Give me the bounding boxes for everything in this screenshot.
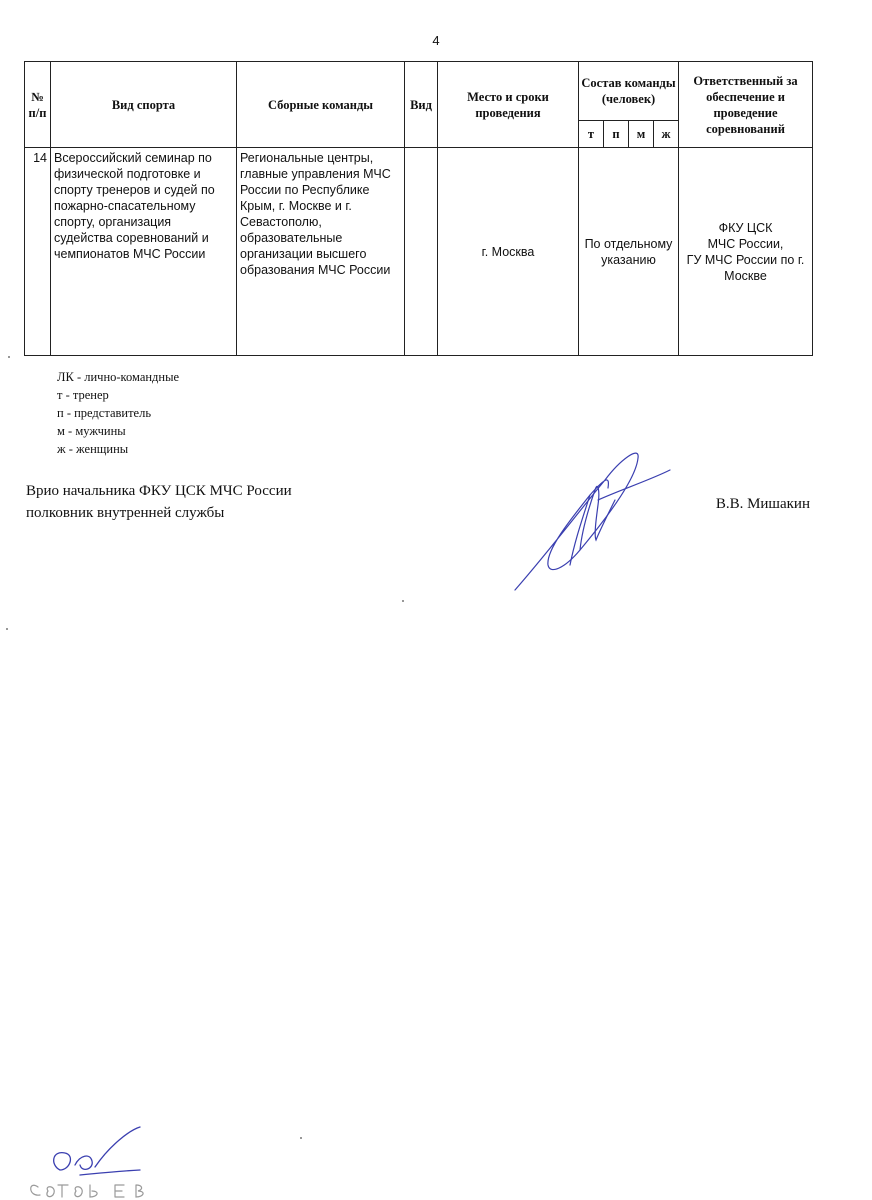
- header-kind: Вид: [405, 62, 438, 148]
- signatory-name: В.В. Мишакин: [715, 496, 810, 512]
- row-responsible: [679, 148, 813, 356]
- responsible-line: ФКУ ЦСК: [718, 220, 773, 235]
- responsible-line: ГУ МЧС России по г. Москве: [686, 252, 805, 283]
- header-responsible: Ответственный за обеспечение и проведение соревнований: [679, 62, 813, 148]
- responsible-line: МЧС России,: [707, 236, 784, 251]
- events-table: [24, 61, 813, 356]
- header-num: № п/п: [25, 62, 51, 148]
- legend-item: п - представитель: [57, 406, 152, 420]
- row-place: г. Москва: [438, 148, 579, 356]
- legend-item: т - тренер: [57, 388, 109, 402]
- header-place: Место и сроки проведения: [438, 62, 579, 148]
- scan-speck: [8, 356, 10, 358]
- scan-speck: [402, 600, 404, 602]
- legend-item: ЛК - лично-командные: [57, 370, 180, 384]
- handwritten-signature: [510, 440, 680, 595]
- row-num: 14: [25, 148, 51, 356]
- page-number: 4: [432, 33, 440, 48]
- legend-item: ж - женщины: [57, 442, 129, 456]
- header-col-representative: п: [604, 121, 629, 148]
- signatory-position: [26, 480, 292, 524]
- legend-item: м - мужчины: [57, 424, 126, 438]
- scan-speck: [300, 1137, 302, 1139]
- table-row: [25, 148, 813, 356]
- handwritten-initials: [20, 1125, 180, 1200]
- header-sport: Вид спорта: [51, 62, 237, 148]
- row-composition: По отдельному указанию: [579, 148, 679, 356]
- header-teams: Сборные команды: [237, 62, 405, 148]
- header-col-women: ж: [654, 121, 679, 148]
- legend: [57, 368, 179, 458]
- signatory-position-line: полковник внутренней службы: [26, 505, 225, 521]
- header-col-men: м: [629, 121, 654, 148]
- scan-speck: [6, 628, 8, 630]
- header-col-trainer: т: [579, 121, 604, 148]
- signatory-position-line: Врио начальника ФКУ ЦСК МЧС России: [26, 483, 292, 499]
- row-kind: [405, 148, 438, 356]
- header-composition: Состав команды (человек): [579, 62, 679, 121]
- row-sport: Всероссийский семинар по физической подготовке и спорту тренеров и судей по пожарно-спасательному спорту, организация судейства соревнований и чемпионатов МЧС России: [51, 148, 237, 356]
- row-teams: Региональные центры, главные управления МЧС России по Республике Крым, г. Москве и г. Севастополю, образовательные организации высшего образования МЧС России: [237, 148, 405, 356]
